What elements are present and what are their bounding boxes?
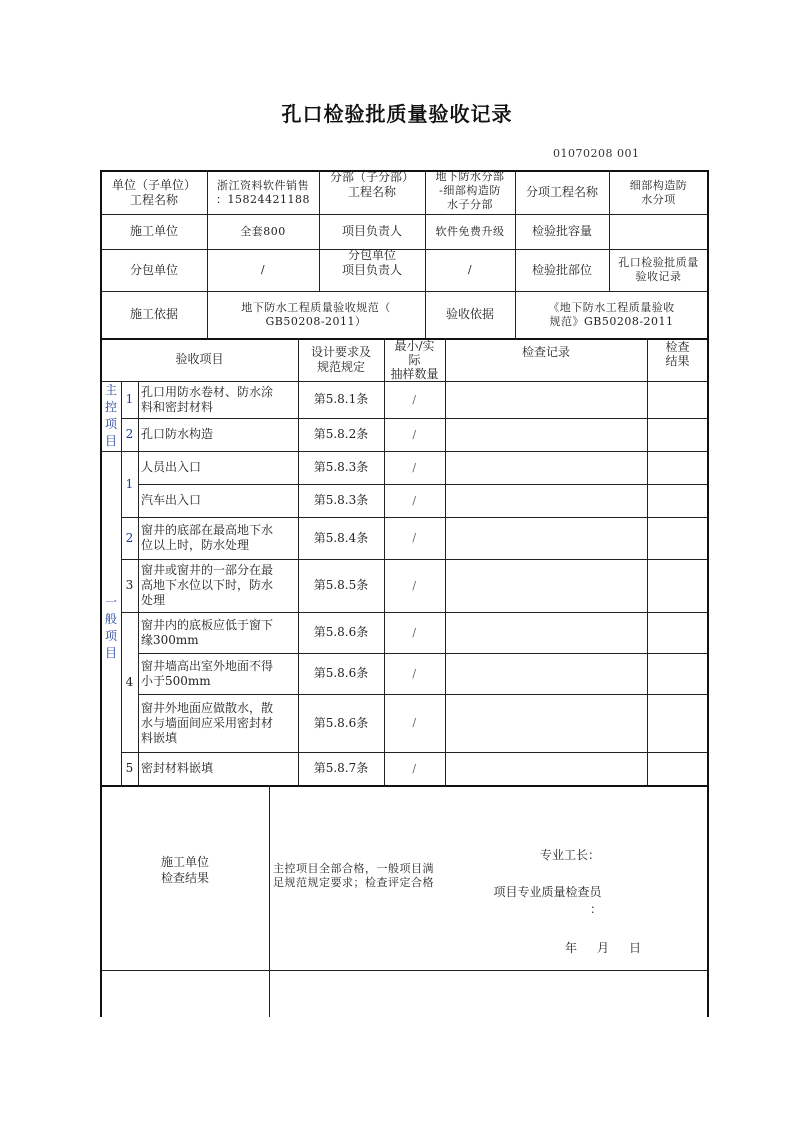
gen-group-1-no: 1 (125, 476, 134, 491)
mc-row-2-text: 孔口防水构造 (141, 427, 214, 441)
row-line (138, 653, 709, 654)
col-item: 验收项目 (175, 352, 224, 366)
gen-group-2-no: 2 (125, 530, 134, 545)
sub-pm-value: / (467, 263, 473, 276)
row-line (100, 970, 709, 971)
gen-row-1-sample: / (412, 460, 417, 474)
subcontractor-value: / (260, 263, 266, 276)
gen-row-3-text: 窗井的底部在最高地下水 位以上时，防水处理 (141, 523, 274, 552)
col-record: 检查记录 (521, 344, 570, 359)
capacity-value (609, 214, 708, 249)
col-line (269, 785, 270, 1017)
row-line (138, 484, 709, 485)
acceptance-value: 《地下防水工程质量验收 规范》GB50208-2011 (548, 300, 675, 328)
gen-row-5-sample: / (412, 625, 417, 639)
col-line (384, 338, 385, 785)
inspector-label: 项目专业质量检查员 (493, 884, 602, 899)
sub-pm-label: 分包单位 项目负责人 (341, 248, 402, 277)
mc-row-2-no: 2 (125, 427, 134, 441)
gen-row-8-clause: 第5.8.7条 (313, 761, 369, 775)
gen-row-7-sample: / (412, 716, 417, 729)
general-label: 一 般 项 目 (104, 595, 117, 660)
division-value: 地下防水分部 -细部构造防 水子分部 (435, 169, 505, 211)
mc-row-2-clause: 第5.8.2条 (313, 427, 369, 441)
gen-row-6-sample: / (412, 666, 417, 680)
mc-row-1-text: 孔口用防水卷材、防水涂 料和密封材料 (141, 384, 274, 414)
check-result-label: 施工单位 检查结果 (160, 855, 209, 885)
col-line (298, 338, 299, 785)
part-value: 孔口检验批质量 验收记录 (618, 256, 699, 283)
constructor-label: 施工单位 (129, 224, 178, 238)
gen-row-8-sample: / (412, 761, 417, 775)
gen-row-5-clause: 第5.8.6条 (313, 625, 369, 639)
col-line (121, 381, 122, 785)
gen-row-8-text: 密封材料嵌填 (141, 761, 214, 775)
gen-row-1-text: 人员出入口 (141, 460, 202, 474)
gen-row-6-text: 窗井墙高出室外地面不得 小于500mm (141, 658, 274, 688)
col-line (319, 170, 320, 291)
check-result-text: 主控项目全部合格，一般项目满 足规范规定要求；检查评定合格 (273, 862, 434, 889)
mc-row-1-clause: 第5.8.1条 (313, 392, 369, 406)
part-label: 检验批部位 (531, 262, 592, 277)
gen-row-2-text: 汽车出入口 (141, 493, 202, 507)
row-line (138, 694, 709, 695)
gen-group-3-no: 3 (125, 578, 134, 592)
mc-row-1-no: 1 (125, 392, 134, 406)
row-line (121, 612, 709, 613)
main-control-label: 主 控 项 目 (104, 383, 117, 448)
gen-group-4-no: 4 (125, 674, 134, 689)
gen-row-2-clause: 第5.8.3条 (313, 493, 369, 507)
row-line (100, 214, 709, 215)
table-left-border (100, 170, 102, 1017)
gen-row-7-text: 窗井外地面应做散水，散 水与墙面间应采用密封材 料嵌填 (141, 700, 274, 745)
row-line (100, 381, 709, 382)
mc-row-1-sample: / (412, 392, 417, 406)
page-title: 孔口检验批质量验收记录 (281, 102, 513, 126)
subitem-label: 分项工程名称 (525, 185, 598, 199)
col-design: 设计要求及 规范规定 (310, 344, 371, 374)
subitem-value: 细部构造防 水分项 (629, 178, 688, 206)
gen-group-5-no: 5 (125, 761, 134, 775)
constructor-value: 全套800 (240, 224, 286, 238)
unit-value: 浙江资料软件销售 ：15824421188 (216, 178, 310, 206)
col-line (138, 381, 139, 785)
col-line (515, 170, 516, 338)
gen-row-4-clause: 第5.8.5条 (313, 578, 369, 592)
row-line (100, 451, 709, 452)
capacity-label: 检验批容量 (531, 224, 592, 238)
subcontractor-label: 分包单位 (129, 262, 178, 277)
pm-value: 软件免费升级 (435, 224, 505, 238)
table-top-border (100, 170, 709, 172)
col-line (207, 170, 208, 338)
gen-row-3-sample: / (412, 531, 417, 544)
gen-row-5-text: 窗井内的底板应低于窗下 缘300mm (141, 617, 274, 647)
row-line (100, 249, 709, 250)
gen-row-7-clause: 第5.8.6条 (313, 715, 369, 730)
table-right-border (707, 170, 709, 1017)
row-line (121, 559, 709, 560)
row-line (100, 338, 709, 340)
gen-row-1-clause: 第5.8.3条 (313, 460, 369, 474)
pm-label: 项目负责人 (341, 224, 402, 238)
col-line (609, 170, 610, 291)
col-sample: 最小/实 际 抽样数量 (390, 338, 439, 381)
document-code: 01070208 001 (553, 147, 640, 160)
col-line (425, 170, 426, 338)
col-line (647, 338, 648, 785)
basis-label: 施工依据 (129, 307, 178, 321)
gen-row-2-sample: / (412, 493, 417, 507)
row-line (121, 517, 709, 518)
gen-row-4-sample: / (412, 578, 417, 592)
mc-row-2-sample: / (412, 427, 417, 441)
row-line (121, 752, 709, 753)
col-line (445, 338, 446, 785)
sign-date: 年 月 日 (564, 940, 645, 955)
row-line (121, 418, 709, 419)
foreman-label: 专业工长： (539, 847, 600, 862)
row-line (100, 291, 709, 292)
unit-label: 单位（子单位） 工程名称 (111, 177, 196, 207)
col-result: 检查 结果 (665, 340, 690, 368)
inspector-colon: ： (589, 901, 602, 916)
row-line (100, 785, 709, 787)
gen-row-3-clause: 第5.8.4条 (313, 530, 369, 545)
gen-row-6-clause: 第5.8.6条 (313, 666, 369, 680)
gen-row-4-text: 窗井或窗井的一部分在最 高地下水位以下时，防水 处理 (141, 563, 274, 607)
acceptance-label: 验收依据 (445, 307, 494, 321)
basis-value: 地下防水工程质量验收规范（ GB50208-2011） (241, 300, 391, 328)
division-label: 分部（子分部） 工程名称 (329, 170, 414, 199)
